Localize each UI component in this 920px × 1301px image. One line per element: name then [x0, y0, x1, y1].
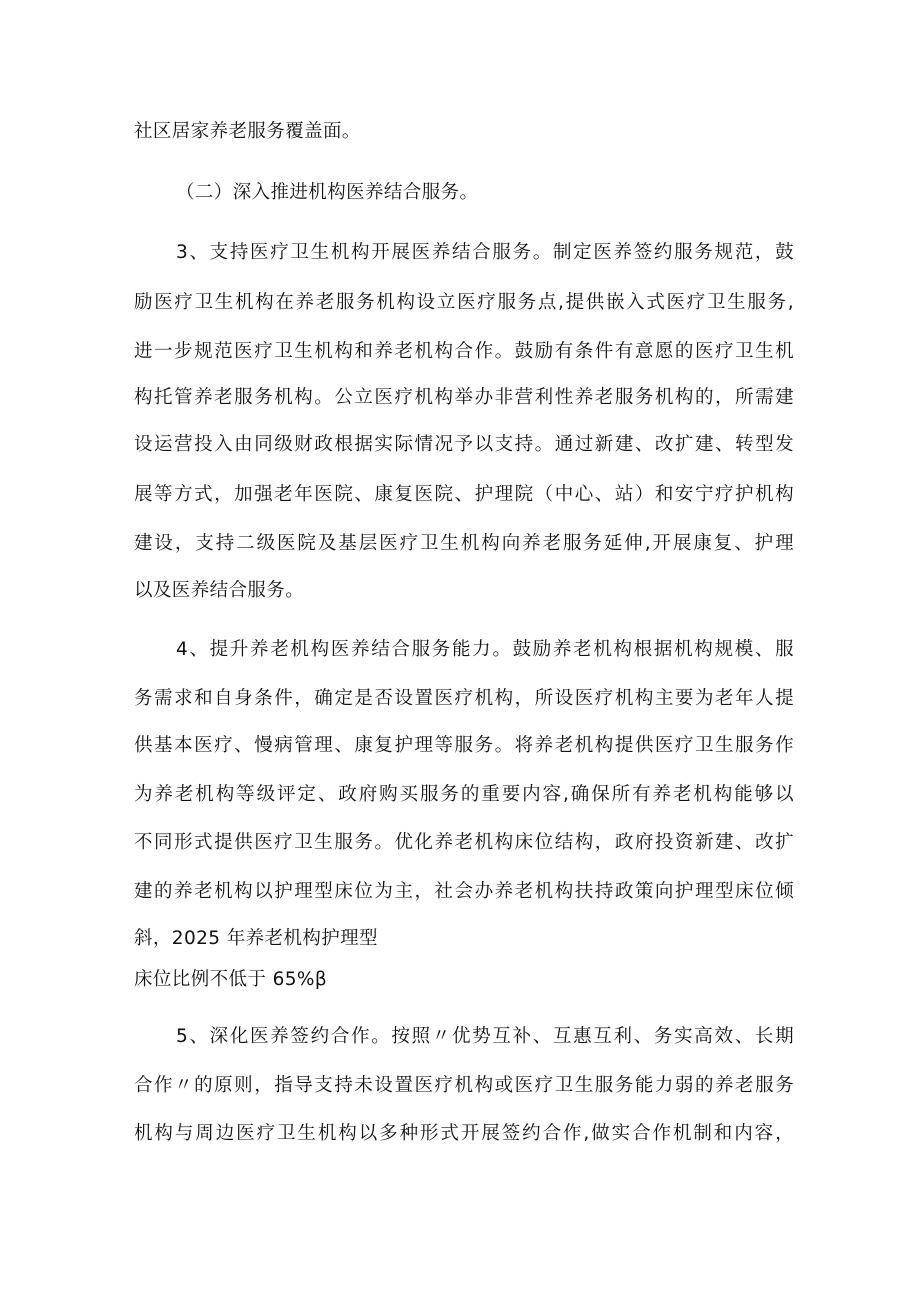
paragraph-4-line-4: 为养老机构等级评定、政府购买服务的重要内容,确保所有养老机构能够以 — [134, 784, 794, 805]
paragraph-4-line-7: 斜，2025 年养老机构护理型 — [134, 928, 378, 949]
paragraph-4-line-5: 不同形式提供医疗卫生服务。优化养老机构床位结构，政府投资新建、改扩 — [134, 832, 794, 853]
paragraph-3-line-1: 3、支持医疗卫生机构开展医养结合服务。制定医养签约服务规范，鼓 — [176, 242, 794, 263]
paragraph-3-line-5: 设运营投入由同级财政根据实际情况予以支持。通过新建、改扩建、转型发 — [134, 434, 794, 455]
paragraph-3-line-7: 建设，支持二级医院及基层医疗卫生机构向养老服务延伸,开展康复、护理 — [134, 533, 794, 554]
paragraph-5-line-1: 5、深化医养签约合作。按照〃优势互补、互惠互利、务实高效、长期 — [176, 1026, 794, 1047]
paragraph-5-line-2: 合作〃的原则，指导支持未设置医疗机构或医疗卫生服务能力弱的养老服务 — [134, 1075, 794, 1096]
paragraph-3-line-6: 展等方式，加强老年医院、康复医院、护理院（中心、站）和安宁疗护机构 — [134, 484, 794, 505]
paragraph-4-line-6: 建的养老机构以护理型床位为主，社会办养老机构扶持政策向护理型床位倾 — [134, 881, 794, 902]
paragraph-5-line-3: 机构与周边医疗卫生机构以多种形式开展签约合作,做实合作机制和内容， — [134, 1123, 794, 1144]
paragraph-4-line-1: 4、提升养老机构医养结合服务能力。鼓励养老机构根据机构规模、服 — [176, 639, 794, 660]
paragraph-4-line-2: 务需求和自身条件，确定是否设置医疗机构，所设医疗机构主要为老年人提 — [134, 688, 794, 709]
paragraph-3-line-3: 进一步规范医疗卫生机构和养老机构合作。鼓励有条件有意愿的医疗卫生机 — [134, 341, 794, 362]
paragraph-3-line-4: 构托管养老服务机构。公立医疗机构举办非营利性养老服务机构的，所需建 — [134, 387, 794, 408]
section-heading: （二）深入推进机构医养结合服务。 — [176, 182, 479, 203]
intro-line: 社区居家养老服务覆盖面。 — [134, 121, 361, 142]
paragraph-4-line-8: 床位比例不低于 65%β — [134, 969, 328, 990]
paragraph-3-line-8: 以及医养结合服务。 — [134, 580, 305, 601]
paragraph-4-line-3: 供基本医疗、慢病管理、康复护理等服务。将养老机构提供医疗卫生服务作 — [134, 735, 794, 756]
paragraph-3-line-2: 励医疗卫生机构在养老服务机构设立医疗服务点,提供嵌入式医疗卫生服务, — [134, 292, 794, 313]
